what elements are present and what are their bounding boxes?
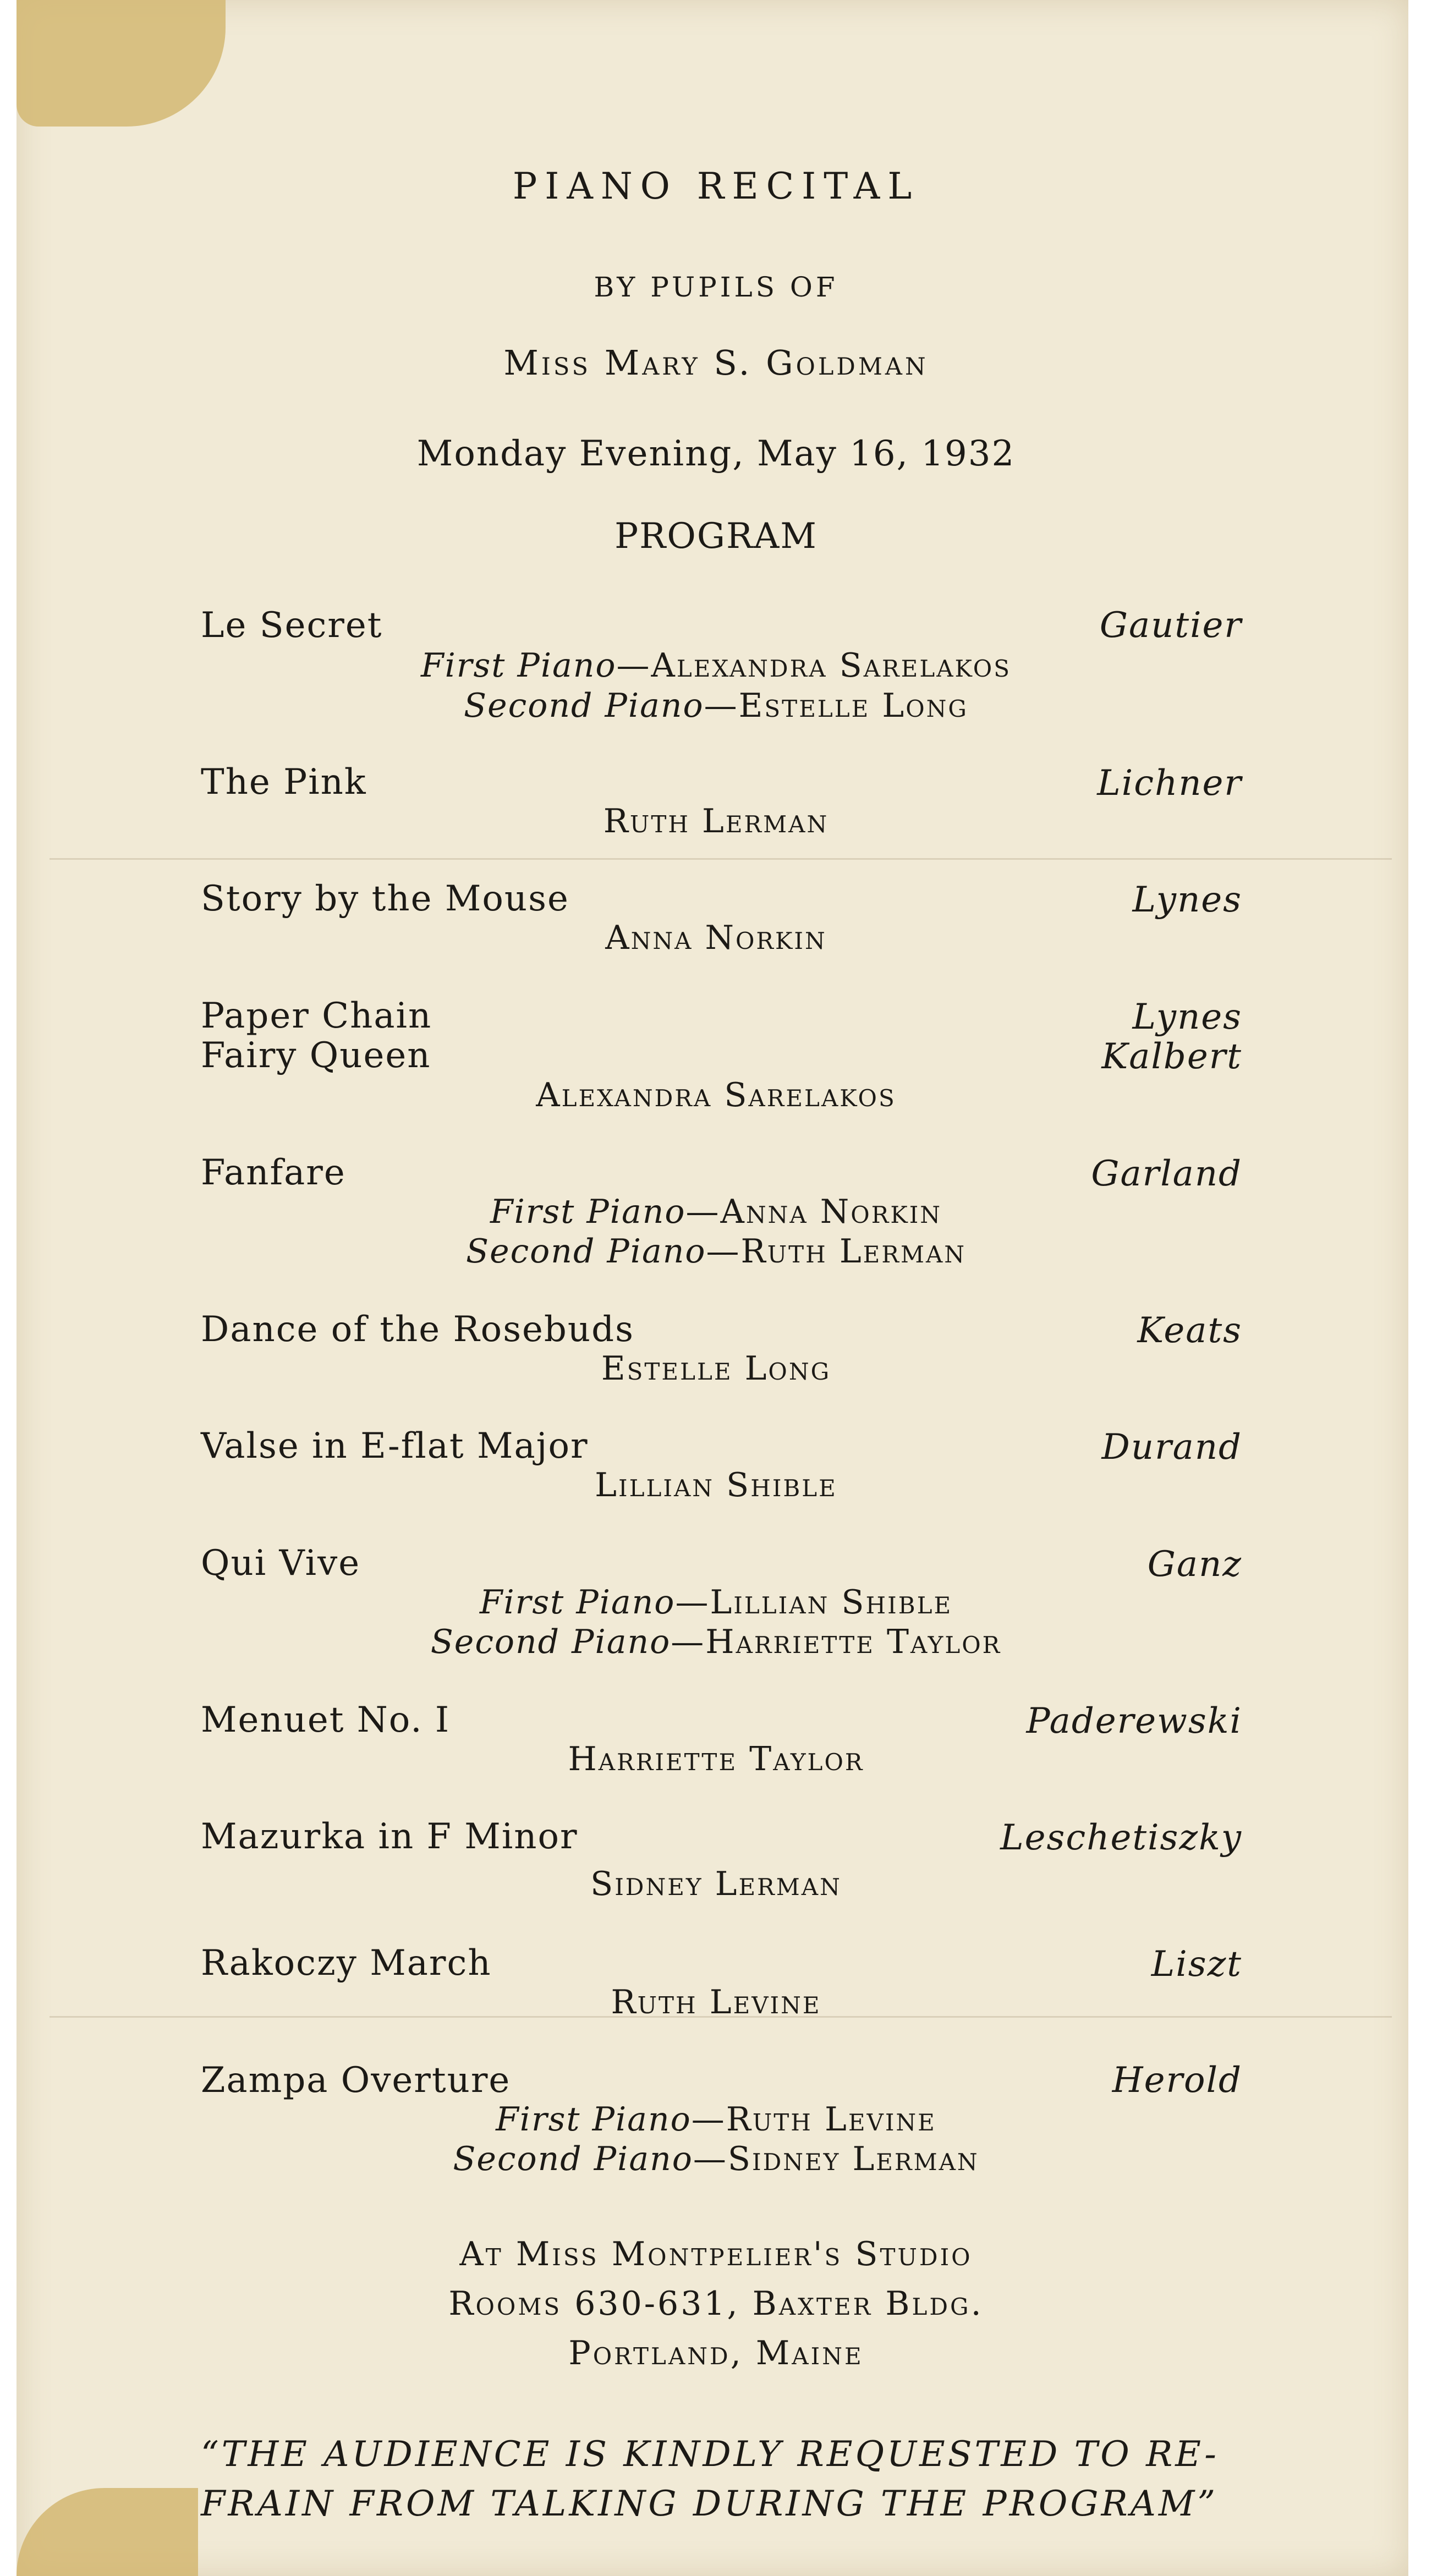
composer-name: Lynes [1132, 880, 1242, 920]
fold-crease [50, 858, 1392, 860]
composer-name: Leschetiszky [1000, 1817, 1242, 1858]
performer-name: Anna Norkin [605, 919, 827, 957]
performer-line [0, 1349, 1432, 1388]
program-heading: PROGRAM [615, 516, 817, 557]
piece-title: Dance of the Rosebuds [201, 1309, 634, 1350]
dash: — [706, 1232, 741, 1271]
composer-name: Liszt [1151, 1944, 1242, 1985]
dash: — [704, 686, 739, 725]
piece-title: Fairy Queen [201, 1035, 431, 1076]
piece-title: Mazurka in F Minor [201, 1816, 578, 1857]
performer-line [0, 1232, 1432, 1271]
composer-name: Ganz [1147, 1544, 1242, 1585]
performer-name: Ruth Levine [611, 1983, 821, 2022]
dash: — [671, 1623, 706, 1661]
piece-title: The Pink [201, 762, 367, 803]
performer-name: Harriette Taylor [568, 1740, 864, 1778]
second-piano-label: Second Piano [453, 2140, 693, 2178]
performer-line [0, 919, 1432, 957]
performer-name: Lillian Shible [710, 1583, 953, 1622]
audience-notice-line1: “THE AUDIENCE IS KINDLY REQUESTED TO RE- [201, 2434, 1219, 2475]
venue-city: Portland, Maine [568, 2334, 864, 2372]
dash: — [616, 646, 651, 685]
performer-name: Ruth Lerman [740, 1232, 967, 1271]
composer-name: Garland [1091, 1154, 1242, 1194]
composer-name: Herold [1112, 2060, 1242, 2101]
performer-line [0, 646, 1432, 685]
performer-line [0, 1865, 1432, 1903]
performer-line [0, 1740, 1432, 1778]
first-piano-label: First Piano [420, 646, 617, 685]
dash: — [675, 1583, 710, 1622]
dash: — [691, 2100, 726, 2139]
piece-title: Le Secret [201, 605, 383, 646]
performer-line [0, 1583, 1432, 1622]
performer-name: Harriette Taylor [705, 1623, 1002, 1661]
performer-line [0, 686, 1432, 725]
recital-subtitle: BY PUPILS OF [594, 271, 838, 303]
performer-line [0, 1466, 1432, 1504]
composer-name: Gautier [1099, 605, 1242, 646]
second-piano-label: Second Piano [465, 1232, 706, 1271]
recital-title: PIANO RECITAL [512, 165, 920, 207]
performer-line [0, 1983, 1432, 2022]
piece-title: Fanfare [201, 1152, 346, 1193]
piece-title: Rakoczy March [201, 1943, 492, 1984]
performer-name: Estelle Long [601, 1349, 831, 1388]
performer-name: Sidney Lerman [590, 1865, 842, 1903]
performer-name: Sidney Lerman [727, 2140, 979, 2178]
composer-name: Keats [1137, 1310, 1242, 1351]
tape-stain-top [17, 0, 226, 127]
performer-line [0, 1193, 1432, 1231]
tape-stain-bottom [17, 2488, 198, 2576]
audience-notice-line2: FRAIN FROM TALKING DURING THE PROGRAM” [201, 2484, 1219, 2524]
piece-title: Paper Chain [201, 996, 432, 1036]
composer-name: Lynes [1132, 997, 1242, 1037]
performer-name: Alexandra Sarelakos [536, 1076, 896, 1114]
piece-title: Zampa Overture [201, 2060, 511, 2101]
recital-date: Monday Evening, May 16, 1932 [416, 433, 1016, 474]
teacher-name: Miss Mary S. Goldman [503, 343, 929, 383]
piece-title: Menuet No. I [201, 1700, 451, 1740]
composer-name: Paderewski [1026, 1701, 1242, 1742]
composer-name: Lichner [1097, 763, 1242, 804]
performer-line [0, 1076, 1432, 1114]
piece-title: Valse in E-flat Major [201, 1426, 589, 1466]
venue-studio: At Miss Montpelier's Studio [459, 2235, 973, 2273]
performer-name: Ruth Levine [726, 2100, 936, 2139]
performer-name: Estelle Long [738, 686, 968, 725]
second-piano-label: Second Piano [464, 686, 704, 725]
second-piano-label: Second Piano [430, 1623, 671, 1661]
first-piano-label: First Piano [490, 1193, 686, 1231]
composer-name: Durand [1101, 1427, 1242, 1468]
piece-title: Story by the Mouse [201, 878, 569, 919]
performer-name: Lillian Shible [595, 1466, 837, 1504]
performer-line [0, 1623, 1432, 1661]
composer-name: Kalbert [1101, 1036, 1242, 1077]
performer-line [0, 2140, 1432, 2178]
performer-line [0, 2100, 1432, 2139]
performer-name: Anna Norkin [720, 1193, 942, 1231]
performer-name: Ruth Lerman [603, 802, 829, 841]
dash: — [693, 2140, 728, 2178]
first-piano-label: First Piano [479, 1583, 676, 1622]
first-piano-label: First Piano [496, 2100, 692, 2139]
dash: — [685, 1193, 721, 1231]
piece-title: Qui Vive [201, 1543, 361, 1584]
program-sheet [17, 0, 1408, 2576]
performer-name: Alexandra Sarelakos [651, 646, 1012, 685]
performer-line [0, 802, 1432, 841]
venue-rooms: Rooms 630-631, Baxter Bldg. [448, 2284, 984, 2323]
